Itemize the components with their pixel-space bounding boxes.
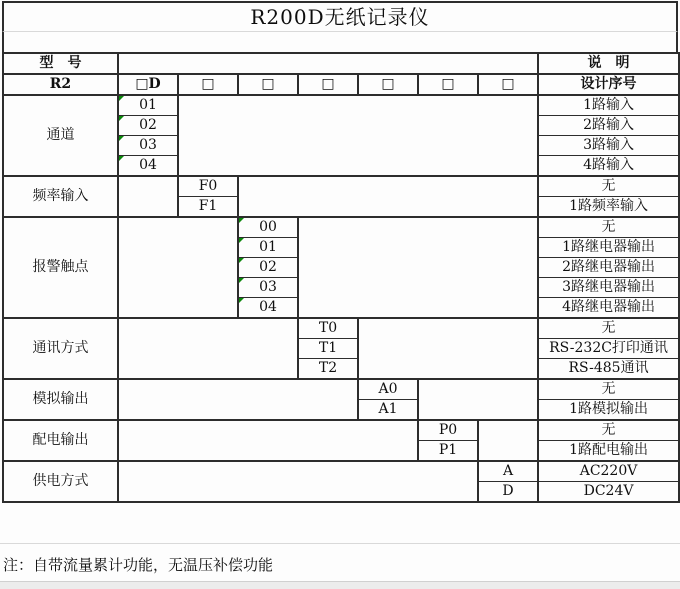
table-row <box>3 461 679 482</box>
empty-merged-cell <box>118 318 298 379</box>
desc-cell: 无 <box>538 379 679 400</box>
desc-cell: RS-485通讯 <box>538 359 679 380</box>
empty-merged-cell <box>358 318 538 379</box>
desc-cell: 1路继电器输出 <box>538 238 679 258</box>
code-box-cell: □ <box>238 74 298 95</box>
code-box-cell: □ <box>178 74 238 95</box>
code-cell: A <box>478 461 538 482</box>
spacer-row <box>0 523 680 543</box>
model-selection-table <box>2 52 680 503</box>
code-box-cell: □ <box>418 74 478 95</box>
code-cell: A0 <box>358 379 418 400</box>
code-box-cell: □ <box>358 74 418 95</box>
column-header-desc: 说 明 <box>538 53 679 74</box>
code-cell: T0 <box>298 318 358 339</box>
desc-cell: 2路继电器输出 <box>538 258 679 278</box>
desc-cell: 1路频率输入 <box>538 197 679 218</box>
desc-cell: 4路输入 <box>538 156 679 177</box>
desc-cell: 无 <box>538 176 679 197</box>
section-label-analog-output: 模拟输出 <box>3 379 118 420</box>
code-cell: F0 <box>178 176 238 197</box>
code-cell: P0 <box>418 420 478 441</box>
section-label-channels: 通道 <box>3 95 118 176</box>
table-row <box>3 95 679 116</box>
desc-cell: 1路配电输出 <box>538 441 679 462</box>
code-cell: 01 <box>238 238 298 258</box>
code-cell: F1 <box>178 197 238 218</box>
empty-merged-cell <box>118 420 418 461</box>
empty-merged-cell <box>118 176 178 217</box>
code-box-cell: □ <box>478 74 538 95</box>
column-header-model: 型 号 <box>3 53 118 74</box>
empty-merged-cell <box>178 95 538 176</box>
section-label-power-supply: 供电方式 <box>3 461 118 502</box>
code-cell: 02 <box>238 258 298 278</box>
table-row <box>3 176 679 197</box>
desc-cell: 3路输入 <box>538 136 679 156</box>
desc-cell: AC220V <box>538 461 679 482</box>
desc-cell: 1路模拟输出 <box>538 400 679 421</box>
desc-cell: RS-232C打印通讯 <box>538 339 679 359</box>
code-cell: T2 <box>298 359 358 380</box>
desc-cell: 无 <box>538 420 679 441</box>
empty-merged-cell <box>118 53 538 74</box>
table-row <box>3 318 679 339</box>
code-box-cell: □D <box>118 74 178 95</box>
code-cell: 02 <box>118 116 178 136</box>
code-cell: A1 <box>358 400 418 421</box>
section-label-communication: 通讯方式 <box>3 318 118 379</box>
code-cell: 03 <box>118 136 178 156</box>
page-title: R200D无纸记录仪 <box>2 1 678 32</box>
section-label-transmitter-power: 配电输出 <box>3 420 118 461</box>
desc-cell: DC24V <box>538 482 679 503</box>
code-cell: P1 <box>418 441 478 462</box>
bottom-strip <box>0 581 680 589</box>
table-row <box>3 420 679 441</box>
spec-frame <box>2 1 678 503</box>
code-cell: D <box>478 482 538 503</box>
series-cell: R2 <box>3 74 118 95</box>
table-row <box>3 74 679 95</box>
code-cell: 03 <box>238 278 298 298</box>
below-table-area <box>0 523 680 589</box>
desc-cell: 无 <box>538 217 679 238</box>
table-row <box>3 53 679 74</box>
empty-merged-cell <box>238 176 538 217</box>
code-box-cell: □ <box>298 74 358 95</box>
design-serial-header: 设计序号 <box>538 74 679 95</box>
empty-merged-cell <box>418 379 538 420</box>
empty-merged-cell <box>298 217 538 318</box>
desc-cell: 2路输入 <box>538 116 679 136</box>
spacer-row <box>2 32 678 52</box>
section-label-frequency-input: 频率输入 <box>3 176 118 217</box>
table-row <box>3 379 679 400</box>
table-row <box>3 217 679 238</box>
code-cell: 04 <box>118 156 178 177</box>
desc-cell: 1路输入 <box>538 95 679 116</box>
empty-merged-cell <box>118 461 478 502</box>
desc-cell: 无 <box>538 318 679 339</box>
empty-merged-cell <box>478 420 538 461</box>
code-cell: 00 <box>238 217 298 238</box>
desc-cell: 3路继电器输出 <box>538 278 679 298</box>
section-label-alarm-contacts: 报警触点 <box>3 217 118 318</box>
empty-merged-cell <box>118 217 238 318</box>
footnote: 注：自带流量累计功能，无温压补偿功能 <box>0 543 680 581</box>
code-cell: T1 <box>298 339 358 359</box>
empty-merged-cell <box>118 379 358 420</box>
desc-cell: 4路继电器输出 <box>538 298 679 319</box>
code-cell: 01 <box>118 95 178 116</box>
code-cell: 04 <box>238 298 298 319</box>
